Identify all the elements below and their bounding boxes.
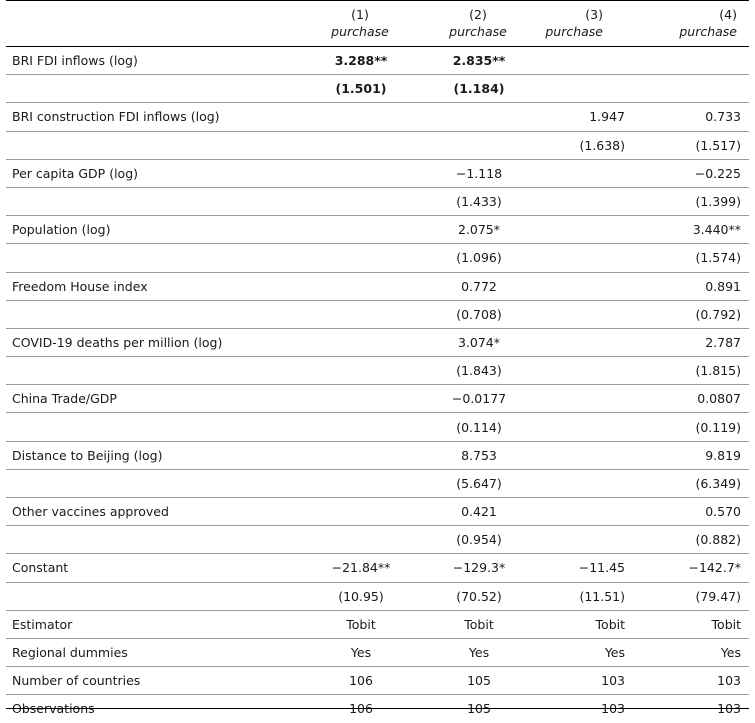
table-row: [6, 131, 749, 159]
value-cell-c1: [281, 300, 399, 328]
value-cell-c4: −0.225: [633, 159, 749, 187]
header-col-2: [399, 0, 517, 47]
row-label-cell: China Trade/GDP: [6, 385, 281, 413]
value-cell-c4: (0.119): [633, 413, 749, 441]
value-cell-c2: Tobit: [399, 610, 517, 638]
value-cell-c3: [517, 216, 633, 244]
value-cell-c3: [517, 413, 633, 441]
value-cell-c2: 2.075*: [399, 216, 517, 244]
value-cell-c1: [281, 103, 399, 131]
value-cell-c2: (1.843): [399, 357, 517, 385]
value-cell-c3: 103: [517, 667, 633, 695]
value-cell-c3: Tobit: [517, 610, 633, 638]
value-cell-c4: 103: [633, 667, 749, 695]
row-label-cell: Freedom House index: [6, 272, 281, 300]
col-dependent-var: purchase: [545, 24, 603, 39]
value-cell-c2: (0.708): [399, 300, 517, 328]
value-cell-c2: [399, 103, 517, 131]
table-row: [6, 554, 749, 582]
table-row: [6, 216, 749, 244]
value-cell-c1: [281, 357, 399, 385]
row-label-cell: [6, 244, 281, 272]
row-label-cell: BRI construction FDI inflows (log): [6, 103, 281, 131]
value-cell-c4: [633, 47, 749, 75]
value-cell-c1: Yes: [281, 638, 399, 666]
value-cell-c1: [281, 272, 399, 300]
value-cell-c4: 0.570: [633, 498, 749, 526]
row-label-cell: [6, 413, 281, 441]
value-cell-c2: (0.114): [399, 413, 517, 441]
value-cell-c1: [281, 385, 399, 413]
value-cell-c4: Tobit: [633, 610, 749, 638]
value-cell-c1: Tobit: [281, 610, 399, 638]
table-row: [6, 328, 749, 356]
value-cell-c3: [517, 469, 633, 497]
table-row: [6, 244, 749, 272]
value-cell-c3: [517, 244, 633, 272]
row-label-cell: [6, 131, 281, 159]
row-label-cell: COVID-19 deaths per million (log): [6, 328, 281, 356]
value-cell-c2: Yes: [399, 638, 517, 666]
value-cell-c3: [517, 498, 633, 526]
value-cell-c2: 3.074*: [399, 328, 517, 356]
value-cell-c3: [517, 300, 633, 328]
table-row: [6, 667, 749, 695]
header-col-4: [633, 0, 749, 47]
value-cell-c3: [517, 272, 633, 300]
row-label-cell: [6, 469, 281, 497]
value-cell-c4: (1.815): [633, 357, 749, 385]
value-cell-c1: [281, 413, 399, 441]
value-cell-c3: [517, 526, 633, 554]
value-cell-c4: (0.792): [633, 300, 749, 328]
value-cell-c1: (1.501): [281, 75, 399, 103]
table-row: [6, 75, 749, 103]
value-cell-c4: (79.47): [633, 582, 749, 610]
row-label-cell: [6, 582, 281, 610]
value-cell-c1: −21.84**: [281, 554, 399, 582]
value-cell-c1: [281, 244, 399, 272]
row-label-cell: Other vaccines approved: [6, 498, 281, 526]
table-row: [6, 441, 749, 469]
value-cell-c1: [281, 526, 399, 554]
header-col-3: [517, 0, 633, 47]
value-cell-c3: [517, 328, 633, 356]
col-dependent-var: purchase: [331, 24, 389, 39]
value-cell-c3: (1.638): [517, 131, 633, 159]
row-label-cell: Estimator: [6, 610, 281, 638]
row-label-cell: Regional dummies: [6, 638, 281, 666]
value-cell-c2: −1.118: [399, 159, 517, 187]
value-cell-c3: [517, 75, 633, 103]
regression-table: [6, 0, 749, 723]
value-cell-c1: [281, 498, 399, 526]
table-row: [6, 498, 749, 526]
value-cell-c3: [517, 159, 633, 187]
row-label-cell: [6, 526, 281, 554]
row-label-cell: BRI FDI inflows (log): [6, 47, 281, 75]
value-cell-c4: 0.891: [633, 272, 749, 300]
value-cell-c2: 105: [399, 667, 517, 695]
row-label-cell: Population (log): [6, 216, 281, 244]
value-cell-c1: [281, 216, 399, 244]
value-cell-c3: −11.45: [517, 554, 633, 582]
value-cell-c3: [517, 441, 633, 469]
table-row: [6, 103, 749, 131]
row-label-cell: Distance to Beijing (log): [6, 441, 281, 469]
table-row: [6, 300, 749, 328]
header-label-cell: [6, 0, 281, 47]
value-cell-c2: (70.52): [399, 582, 517, 610]
value-cell-c2: (1.184): [399, 75, 517, 103]
row-label-cell: Number of countries: [6, 667, 281, 695]
table-row: [6, 159, 749, 187]
value-cell-c1: (10.95): [281, 582, 399, 610]
row-label-cell: Per capita GDP (log): [6, 159, 281, 187]
value-cell-c2: 0.421: [399, 498, 517, 526]
row-label-cell: Constant: [6, 554, 281, 582]
value-cell-c4: (6.349): [633, 469, 749, 497]
value-cell-c3: [517, 187, 633, 215]
value-cell-c2: (1.096): [399, 244, 517, 272]
value-cell-c3: 1.947: [517, 103, 633, 131]
value-cell-c2: [399, 131, 517, 159]
col-dependent-var: purchase: [679, 24, 737, 39]
value-cell-c3: [517, 47, 633, 75]
value-cell-c4: (1.574): [633, 244, 749, 272]
value-cell-c4: 2.787: [633, 328, 749, 356]
table-row: [6, 413, 749, 441]
col-dependent-var: purchase: [449, 24, 507, 39]
table-row: [6, 638, 749, 666]
header-row: [6, 0, 749, 47]
value-cell-c4: Yes: [633, 638, 749, 666]
table-row: [6, 357, 749, 385]
table-row: [6, 526, 749, 554]
value-cell-c4: 3.440**: [633, 216, 749, 244]
table-row: [6, 187, 749, 215]
value-cell-c4: −142.7*: [633, 554, 749, 582]
col-number: (3): [585, 7, 603, 22]
value-cell-c2: −129.3*: [399, 554, 517, 582]
value-cell-c4: 9.819: [633, 441, 749, 469]
col-number: (1): [351, 7, 369, 22]
value-cell-c4: (1.517): [633, 131, 749, 159]
table-row: [6, 610, 749, 638]
col-number: (2): [469, 7, 487, 22]
value-cell-c1: [281, 159, 399, 187]
row-label-cell: [6, 300, 281, 328]
value-cell-c2: 2.835**: [399, 47, 517, 75]
value-cell-c4: 0.0807: [633, 385, 749, 413]
value-cell-c1: 3.288**: [281, 47, 399, 75]
value-cell-c3: Yes: [517, 638, 633, 666]
header-col-1: [281, 0, 399, 47]
row-label-cell: [6, 357, 281, 385]
value-cell-c2: (1.433): [399, 187, 517, 215]
value-cell-c1: [281, 328, 399, 356]
value-cell-c2: 8.753: [399, 441, 517, 469]
value-cell-c1: [281, 469, 399, 497]
value-cell-c2: (5.647): [399, 469, 517, 497]
value-cell-c1: [281, 187, 399, 215]
value-cell-c4: (1.399): [633, 187, 749, 215]
value-cell-c1: [281, 131, 399, 159]
value-cell-c2: 0.772: [399, 272, 517, 300]
value-cell-c2: −0.0177: [399, 385, 517, 413]
table-row: [6, 385, 749, 413]
value-cell-c3: [517, 385, 633, 413]
value-cell-c4: 0.733: [633, 103, 749, 131]
value-cell-c3: (11.51): [517, 582, 633, 610]
value-cell-c1: [281, 441, 399, 469]
value-cell-c1: 106: [281, 667, 399, 695]
row-label-cell: [6, 75, 281, 103]
table-row: [6, 272, 749, 300]
value-cell-c2: (0.954): [399, 526, 517, 554]
table-row: [6, 469, 749, 497]
value-cell-c4: (0.882): [633, 526, 749, 554]
row-label-cell: [6, 187, 281, 215]
col-number: (4): [719, 7, 737, 22]
value-cell-c4: [633, 75, 749, 103]
table-row: [6, 582, 749, 610]
table-row: [6, 47, 749, 75]
value-cell-c3: [517, 357, 633, 385]
